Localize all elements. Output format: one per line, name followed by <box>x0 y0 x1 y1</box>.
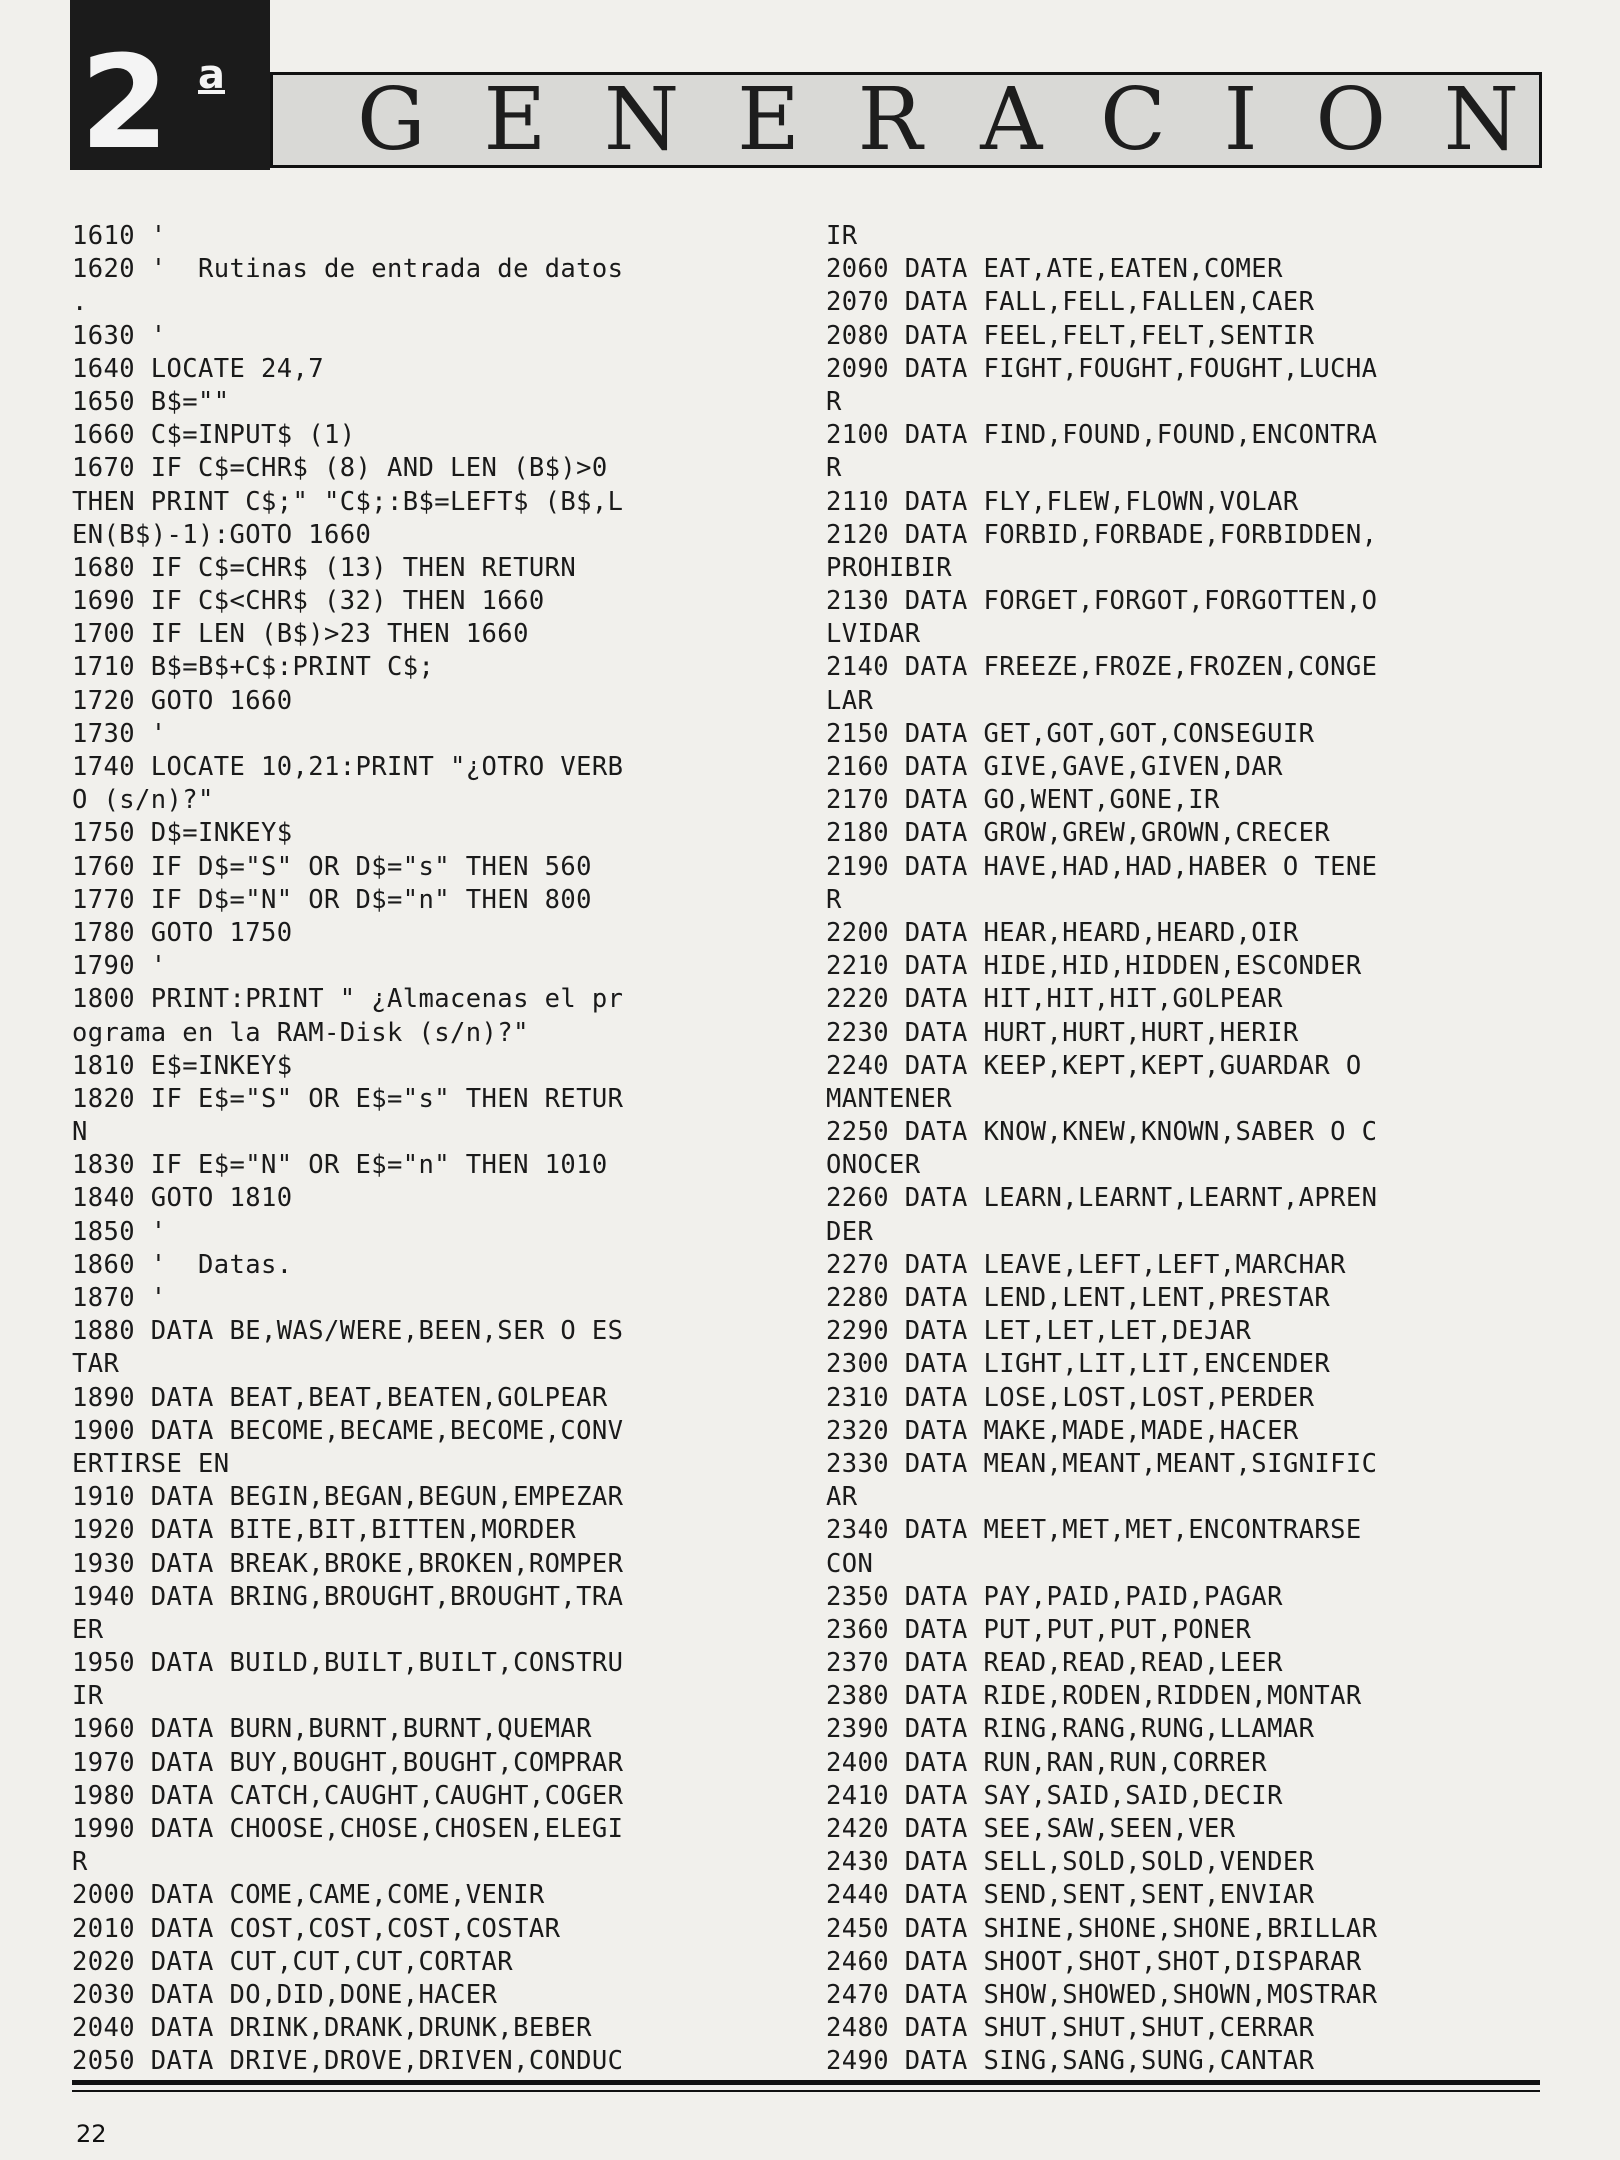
badge-number: 2 <box>80 29 170 178</box>
code-line: 2230 DATA HURT,HURT,HURT,HERIR <box>826 1017 1299 1048</box>
code-line: 2370 DATA READ,READ,READ,LEER <box>826 1648 1283 1679</box>
code-line: N <box>72 1117 88 1148</box>
code-line: 1910 DATA BEGIN,BEGAN,BEGUN,EMPEZAR <box>72 1482 624 1513</box>
title-letter: I <box>1223 70 1258 170</box>
title-letter: R <box>857 70 923 170</box>
code-line: 2140 DATA FREEZE,FROZE,FROZEN,CONGE <box>826 652 1378 683</box>
basic-listing <box>0 220 1620 2080</box>
code-line: 2380 DATA RIDE,RODEN,RIDDEN,MONTAR <box>826 1681 1362 1712</box>
title-letter: G <box>357 70 426 170</box>
code-line: 2410 DATA SAY,SAID,SAID,DECIR <box>826 1780 1283 1811</box>
code-line: 1630 ' <box>72 320 167 351</box>
code-line: 2100 DATA FIND,FOUND,FOUND,ENCONTRA <box>826 420 1378 451</box>
code-line: 2120 DATA FORBID,FORBADE,FORBIDDEN, <box>826 519 1378 550</box>
code-line: 1970 DATA BUY,BOUGHT,BOUGHT,COMPRAR <box>72 1747 624 1778</box>
code-line: O (s/n)?" <box>72 785 214 816</box>
code-line: 1790 ' <box>72 951 167 982</box>
code-line: 2460 DATA SHOOT,SHOT,SHOT,DISPARAR <box>826 1946 1362 1977</box>
code-line: 2200 DATA HEAR,HEARD,HEARD,OIR <box>826 917 1299 948</box>
code-line: 1950 DATA BUILD,BUILT,BUILT,CONSTRU <box>72 1648 624 1679</box>
section-title <box>273 70 1539 170</box>
code-line: ER <box>72 1614 104 1645</box>
code-line: 1890 DATA BEAT,BEAT,BEATEN,GOLPEAR <box>72 1382 608 1413</box>
code-line: 1690 IF C$<CHR$ (32) THEN 1660 <box>72 586 545 617</box>
title-band <box>270 72 1542 168</box>
code-line: 2290 DATA LET,LET,LET,DEJAR <box>826 1316 1252 1347</box>
code-line: 1670 IF C$=CHR$ (8) AND LEN (B$)>0 <box>72 453 608 484</box>
code-line: 2280 DATA LEND,LENT,LENT,PRESTAR <box>826 1283 1331 1313</box>
code-line: 1850 ' <box>72 1216 167 1247</box>
code-line: THEN PRINT C$;" "C$;:B$=LEFT$ (B$,L <box>72 486 624 517</box>
code-line: 1860 ' Datas. <box>72 1249 293 1280</box>
code-line: 2300 DATA LIGHT,LIT,LIT,ENCENDER <box>826 1349 1331 1380</box>
listing-column-right <box>826 220 1526 2079</box>
code-line: 1870 ' <box>72 1283 167 1313</box>
code-line: 2440 DATA SEND,SENT,SENT,ENVIAR <box>826 1880 1315 1911</box>
code-line: 1900 DATA BECOME,BECAME,BECOME,CONV <box>72 1415 624 1446</box>
title-letter: N <box>1443 70 1519 170</box>
code-line: 1930 DATA BREAK,BROKE,BROKEN,ROMPER <box>72 1548 624 1579</box>
page-number: 22 <box>76 2120 107 2148</box>
code-line: IR <box>72 1681 104 1712</box>
code-line: 2010 DATA COST,COST,COST,COSTAR <box>72 1913 561 1944</box>
footer-rule-thin <box>72 2090 1540 2092</box>
code-line: 2400 DATA RUN,RAN,RUN,CORRER <box>826 1747 1268 1778</box>
code-line: 2130 DATA FORGET,FORGOT,FORGOTTEN,O <box>826 586 1378 617</box>
code-line: 2190 DATA HAVE,HAD,HAD,HABER O TENE <box>826 851 1378 882</box>
code-line: 2430 DATA SELL,SOLD,SOLD,VENDER <box>826 1847 1315 1878</box>
code-line: 1770 IF D$="N" OR D$="n" THEN 800 <box>72 884 592 915</box>
code-line: 2050 DATA DRIVE,DROVE,DRIVEN,CONDUC <box>72 2046 624 2077</box>
code-line: 2260 DATA LEARN,LEARNT,LEARNT,APREN <box>826 1183 1378 1214</box>
code-line: 1920 DATA BITE,BIT,BITTEN,MORDER <box>72 1515 577 1546</box>
code-line: 2000 DATA COME,CAME,COME,VENIR <box>72 1880 545 1911</box>
code-line: 2320 DATA MAKE,MADE,MADE,HACER <box>826 1415 1299 1446</box>
code-line: 2110 DATA FLY,FLEW,FLOWN,VOLAR <box>826 486 1299 517</box>
code-line: 2030 DATA DO,DID,DONE,HACER <box>72 1979 498 2010</box>
code-line: 1830 IF E$="N" OR E$="n" THEN 1010 <box>72 1150 608 1181</box>
code-line: 2040 DATA DRINK,DRANK,DRUNK,BEBER <box>72 2013 592 2044</box>
code-line: 2390 DATA RING,RANG,RUNG,LLAMAR <box>826 1714 1315 1745</box>
code-line: R <box>826 884 842 915</box>
code-line: 1880 DATA BE,WAS/WERE,BEEN,SER O ES <box>72 1316 624 1347</box>
code-line: 1660 C$=INPUT$ (1) <box>72 420 356 451</box>
code-line: 1980 DATA CATCH,CAUGHT,CAUGHT,COGER <box>72 1780 624 1811</box>
code-line: 2310 DATA LOSE,LOST,LOST,PERDER <box>826 1382 1315 1413</box>
code-line: 1940 DATA BRING,BROUGHT,BROUGHT,TRA <box>72 1581 624 1612</box>
code-line: 2470 DATA SHOW,SHOWED,SHOWN,MOSTRAR <box>826 1979 1378 2010</box>
code-line: 2420 DATA SEE,SAW,SEEN,VER <box>826 1814 1236 1844</box>
code-line: 2340 DATA MEET,MET,MET,ENCONTRARSE <box>826 1515 1362 1546</box>
code-line: 1610 ' <box>72 221 167 251</box>
code-line: 2350 DATA PAY,PAID,PAID,PAGAR <box>826 1581 1283 1612</box>
footer-rule-thick <box>72 2080 1540 2085</box>
code-line: AR <box>826 1482 858 1513</box>
code-line: 1960 DATA BURN,BURNT,BURNT,QUEMAR <box>72 1714 592 1745</box>
title-letter: C <box>1100 70 1166 170</box>
code-line: CON <box>826 1548 874 1579</box>
code-line: 2240 DATA KEEP,KEPT,KEPT,GUARDAR O <box>826 1050 1362 1081</box>
code-line: 1710 B$=B$+C$:PRINT C$; <box>72 652 435 683</box>
code-line: 1680 IF C$=CHR$ (13) THEN RETURN <box>72 552 577 583</box>
code-line: 2490 DATA SING,SANG,SUNG,CANTAR <box>826 2046 1315 2077</box>
badge-superscript: a <box>198 52 225 98</box>
code-line: 2180 DATA GROW,GREW,GROWN,CRECER <box>826 818 1331 849</box>
code-line: 2330 DATA MEAN,MEANT,MEANT,SIGNIFIC <box>826 1448 1378 1479</box>
code-line: 2160 DATA GIVE,GAVE,GIVEN,DAR <box>826 752 1283 782</box>
code-line: 2060 DATA EAT,ATE,EATEN,COMER <box>826 254 1283 285</box>
code-line: 1640 LOCATE 24,7 <box>72 353 325 384</box>
code-line: 1760 IF D$="S" OR D$="s" THEN 560 <box>72 851 592 882</box>
code-line: 1840 GOTO 1810 <box>72 1183 293 1214</box>
code-line: 2450 DATA SHINE,SHONE,SHONE,BRILLAR <box>826 1913 1378 1944</box>
code-line: 2210 DATA HIDE,HID,HIDDEN,ESCONDER <box>826 951 1362 982</box>
listing-column-left <box>72 220 772 2079</box>
code-line: 2270 DATA LEAVE,LEFT,LEFT,MARCHAR <box>826 1249 1346 1280</box>
title-letter: E <box>737 70 800 170</box>
code-line: 2480 DATA SHUT,SHUT,SHUT,CERRAR <box>826 2013 1315 2044</box>
code-line: 2020 DATA CUT,CUT,CUT,CORTAR <box>72 1946 514 1977</box>
code-line: 1810 E$=INKEY$ <box>72 1050 293 1081</box>
code-line: EN(B$)-1):GOTO 1660 <box>72 519 372 550</box>
title-letter: O <box>1315 70 1386 170</box>
code-line: R <box>826 453 842 484</box>
code-line: 1620 ' Rutinas de entrada de datos <box>72 254 624 285</box>
code-line: 2170 DATA GO,WENT,GONE,IR <box>826 785 1220 816</box>
code-line: 2080 DATA FEEL,FELT,FELT,SENTIR <box>826 320 1315 351</box>
code-line: R <box>826 386 842 417</box>
code-line: 2250 DATA KNOW,KNEW,KNOWN,SABER O C <box>826 1117 1378 1148</box>
code-line: 2360 DATA PUT,PUT,PUT,PONER <box>826 1614 1252 1645</box>
code-line: ONOCER <box>826 1150 921 1181</box>
title-letter: A <box>980 70 1043 170</box>
code-line: 1700 IF LEN (B$)>23 THEN 1660 <box>72 619 529 650</box>
code-line: R <box>72 1847 88 1878</box>
code-line: ERTIRSE EN <box>72 1448 230 1479</box>
code-line: 1740 LOCATE 10,21:PRINT "¿OTRO VERB <box>72 752 624 782</box>
code-line: DER <box>826 1216 874 1247</box>
code-line: 2220 DATA HIT,HIT,HIT,GOLPEAR <box>826 984 1283 1015</box>
page-header <box>70 0 1540 178</box>
code-line: MANTENER <box>826 1083 953 1114</box>
code-line: IR <box>826 221 858 251</box>
code-line: PROHIBIR <box>826 552 953 583</box>
code-line: LVIDAR <box>826 619 921 650</box>
code-line: . <box>72 287 88 318</box>
code-line: TAR <box>72 1349 120 1380</box>
code-line: 1800 PRINT:PRINT " ¿Almacenas el pr <box>72 984 624 1015</box>
code-line: 1730 ' <box>72 718 167 749</box>
code-line: 2090 DATA FIGHT,FOUGHT,FOUGHT,LUCHA <box>826 353 1378 384</box>
code-line: 2150 DATA GET,GOT,GOT,CONSEGUIR <box>826 718 1315 749</box>
code-line: 1720 GOTO 1660 <box>72 685 293 716</box>
code-line: 1780 GOTO 1750 <box>72 917 293 948</box>
code-line: 1650 B$="" <box>72 386 230 417</box>
code-line: 1750 D$=INKEY$ <box>72 818 293 849</box>
code-line: 2070 DATA FALL,FELL,FALLEN,CAER <box>826 287 1315 318</box>
title-letter: E <box>483 70 547 170</box>
title-letter: N <box>604 70 680 170</box>
section-badge <box>70 0 270 178</box>
code-line: 1820 IF E$="S" OR E$="s" THEN RETUR <box>72 1083 624 1114</box>
code-line: ograma en la RAM-Disk (s/n)?" <box>72 1017 529 1048</box>
code-line: 1990 DATA CHOOSE,CHOSE,CHOSEN,ELEGI <box>72 1814 624 1844</box>
code-line: LAR <box>826 685 874 716</box>
